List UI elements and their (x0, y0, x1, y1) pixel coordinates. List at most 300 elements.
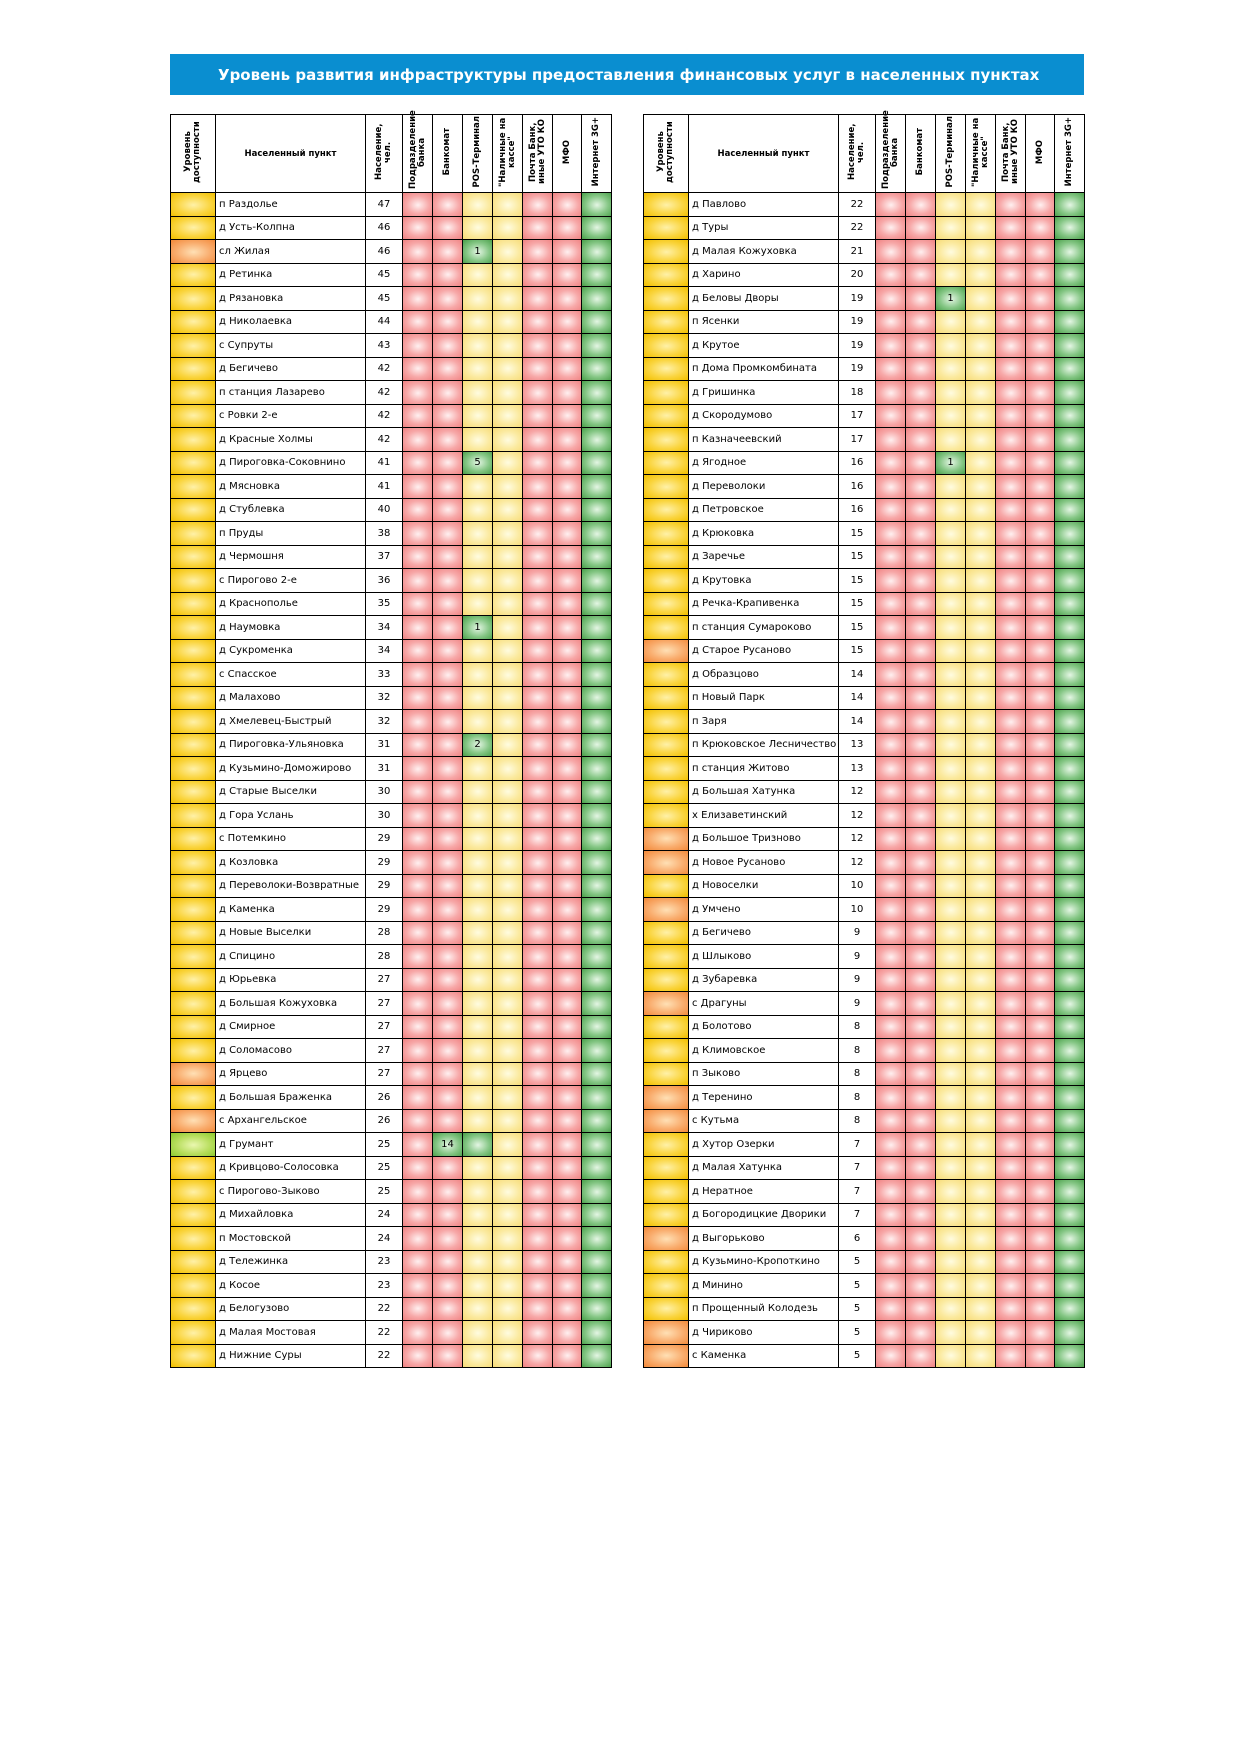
population-cell: 15 (839, 616, 876, 640)
table-row (644, 1297, 1085, 1321)
population-cell: 44 (366, 310, 403, 334)
level-cell (644, 240, 689, 264)
population-cell: 26 (366, 1109, 403, 1133)
mfo-cell (1026, 1250, 1055, 1274)
pos-cell (936, 710, 966, 734)
population-cell: 12 (839, 804, 876, 828)
internet-cell (1055, 710, 1085, 734)
bank-branch-cell (876, 1203, 906, 1227)
table-row (171, 1274, 612, 1298)
bank-branch-cell (403, 240, 433, 264)
mfo-cell (1026, 592, 1055, 616)
cash-cell (966, 381, 996, 405)
post-cell (523, 780, 553, 804)
bank-branch-cell (876, 1344, 906, 1368)
table-row (644, 1015, 1085, 1039)
mfo-cell (1026, 663, 1055, 687)
cash-cell (493, 1344, 523, 1368)
population-cell: 5 (839, 1297, 876, 1321)
internet-cell (582, 569, 612, 593)
post-cell (996, 1133, 1026, 1157)
mfo-cell (1026, 569, 1055, 593)
bank-branch-cell (876, 193, 906, 217)
cash-cell (493, 522, 523, 546)
cash-cell (493, 1227, 523, 1251)
settlement-name: с Кутьма (689, 1109, 839, 1133)
population-cell: 22 (839, 193, 876, 217)
mfo-cell (1026, 451, 1055, 475)
cash-cell (966, 1274, 996, 1298)
population-cell: 24 (366, 1227, 403, 1251)
table-row (644, 921, 1085, 945)
post-cell (996, 1180, 1026, 1204)
bank-branch-cell (876, 498, 906, 522)
pos-cell: 1 (463, 240, 493, 264)
internet-cell (582, 475, 612, 499)
bank-branch-cell (876, 686, 906, 710)
population-cell: 22 (839, 216, 876, 240)
population-cell: 27 (366, 992, 403, 1016)
internet-cell (1055, 639, 1085, 663)
table-row (644, 381, 1085, 405)
settlement-name: д Кривцово-Солосовка (216, 1156, 366, 1180)
population-cell: 25 (366, 1180, 403, 1204)
post-cell (996, 804, 1026, 828)
table-row (171, 310, 612, 334)
level-cell (644, 968, 689, 992)
pos-cell (936, 968, 966, 992)
mfo-cell (553, 921, 582, 945)
internet-cell (582, 804, 612, 828)
settlement-name: д Умчено (689, 898, 839, 922)
bank-branch-cell (876, 968, 906, 992)
table-row (171, 1086, 612, 1110)
mfo-cell (553, 1250, 582, 1274)
mfo-cell (1026, 780, 1055, 804)
table-row (644, 1062, 1085, 1086)
internet-cell (1055, 1039, 1085, 1063)
atm-cell (433, 827, 463, 851)
atm-cell (906, 921, 936, 945)
atm-cell (906, 1156, 936, 1180)
level-cell (644, 616, 689, 640)
bank-branch-cell (876, 992, 906, 1016)
table-row (171, 451, 612, 475)
level-cell (644, 592, 689, 616)
table-row (171, 921, 612, 945)
mfo-cell (553, 1321, 582, 1345)
population-cell: 34 (366, 639, 403, 663)
header-post: Почта Банк, иные УТО КО (523, 115, 553, 193)
post-cell (996, 1250, 1026, 1274)
cash-cell (493, 569, 523, 593)
level-cell (644, 1227, 689, 1251)
level-cell (644, 1062, 689, 1086)
post-cell (523, 992, 553, 1016)
bank-branch-cell (876, 1297, 906, 1321)
table-row (171, 663, 612, 687)
table-row (171, 240, 612, 264)
population-cell: 36 (366, 569, 403, 593)
bank-branch-cell (403, 874, 433, 898)
internet-cell (1055, 1015, 1085, 1039)
atm-cell (906, 710, 936, 734)
post-cell (996, 1297, 1026, 1321)
level-cell (171, 663, 216, 687)
internet-cell (1055, 240, 1085, 264)
internet-cell (582, 874, 612, 898)
population-cell: 45 (366, 287, 403, 311)
atm-cell (433, 663, 463, 687)
bank-branch-cell (403, 1062, 433, 1086)
settlement-name: с Каменка (689, 1344, 839, 1368)
bank-branch-cell (403, 357, 433, 381)
header-level: Уровень доступности (644, 115, 689, 193)
pos-cell (463, 545, 493, 569)
internet-cell (1055, 263, 1085, 287)
mfo-cell (1026, 1062, 1055, 1086)
mfo-cell (553, 1274, 582, 1298)
bank-branch-cell (876, 851, 906, 875)
post-cell (996, 1321, 1026, 1345)
bank-branch-cell (403, 827, 433, 851)
settlement-name: д Белогузово (216, 1297, 366, 1321)
table-row (644, 827, 1085, 851)
table-row (644, 851, 1085, 875)
level-cell (171, 1015, 216, 1039)
table-row (171, 827, 612, 851)
mfo-cell (553, 1109, 582, 1133)
population-cell: 35 (366, 592, 403, 616)
pos-cell (463, 263, 493, 287)
bank-branch-cell (876, 216, 906, 240)
pos-cell (463, 921, 493, 945)
bank-branch-cell (876, 1133, 906, 1157)
table-row (644, 428, 1085, 452)
atm-cell (906, 1250, 936, 1274)
settlement-name: д Богородицкие Дворики (689, 1203, 839, 1227)
mfo-cell (553, 898, 582, 922)
table-row (171, 498, 612, 522)
post-cell (996, 522, 1026, 546)
table-row (171, 639, 612, 663)
atm-cell (433, 428, 463, 452)
settlement-name: д Михайловка (216, 1203, 366, 1227)
pos-cell (463, 1250, 493, 1274)
settlement-name: д Выгорьково (689, 1227, 839, 1251)
level-cell (644, 287, 689, 311)
header-internet: Интернет 3G+ (1055, 115, 1085, 193)
population-cell: 7 (839, 1133, 876, 1157)
post-cell (523, 1156, 553, 1180)
table-row (171, 216, 612, 240)
settlement-name: д Переволоки (689, 475, 839, 499)
population-cell: 15 (839, 639, 876, 663)
atm-cell (433, 1039, 463, 1063)
bank-branch-cell (876, 428, 906, 452)
pos-cell (463, 1344, 493, 1368)
population-cell: 9 (839, 992, 876, 1016)
settlement-name: д Соломасово (216, 1039, 366, 1063)
population-cell: 27 (366, 1062, 403, 1086)
pos-cell (463, 193, 493, 217)
population-cell: 16 (839, 451, 876, 475)
mfo-cell (553, 780, 582, 804)
table-row (171, 1227, 612, 1251)
pos-cell (463, 898, 493, 922)
internet-cell (582, 216, 612, 240)
population-cell: 40 (366, 498, 403, 522)
settlement-name: д Старое Русаново (689, 639, 839, 663)
atm-cell (433, 616, 463, 640)
internet-cell (582, 357, 612, 381)
settlement-name: п Новый Парк (689, 686, 839, 710)
pos-cell (463, 1015, 493, 1039)
table-row (171, 733, 612, 757)
settlement-name: д Гришинка (689, 381, 839, 405)
bank-branch-cell (403, 193, 433, 217)
atm-cell (433, 1274, 463, 1298)
population-cell: 34 (366, 616, 403, 640)
population-cell: 16 (839, 475, 876, 499)
bank-branch-cell (403, 1086, 433, 1110)
settlement-name: д Хмелевец-Быстрый (216, 710, 366, 734)
post-cell (996, 1086, 1026, 1110)
pos-cell (463, 1133, 493, 1157)
atm-cell (906, 498, 936, 522)
atm-cell (906, 1133, 936, 1157)
mfo-cell (1026, 310, 1055, 334)
atm-cell (433, 451, 463, 475)
table-row (644, 287, 1085, 311)
internet-cell (1055, 945, 1085, 969)
pos-cell (936, 545, 966, 569)
settlement-name: д Шлыково (689, 945, 839, 969)
level-cell (644, 639, 689, 663)
population-cell: 12 (839, 851, 876, 875)
atm-cell (433, 310, 463, 334)
settlement-name: д Теренино (689, 1086, 839, 1110)
internet-cell (582, 1015, 612, 1039)
settlement-name: п станция Житово (689, 757, 839, 781)
settlement-name: д Крутовка (689, 569, 839, 593)
post-cell (996, 686, 1026, 710)
header-mfo: МФО (553, 115, 582, 193)
table-row (171, 334, 612, 358)
settlement-name: п Зыково (689, 1062, 839, 1086)
post-cell (523, 451, 553, 475)
bank-branch-cell (876, 945, 906, 969)
mfo-cell (1026, 733, 1055, 757)
mfo-cell (1026, 921, 1055, 945)
population-cell: 25 (366, 1156, 403, 1180)
atm-cell (433, 475, 463, 499)
atm-cell (433, 1015, 463, 1039)
internet-cell (582, 451, 612, 475)
internet-cell (582, 1203, 612, 1227)
internet-cell (582, 639, 612, 663)
table-row (171, 545, 612, 569)
mfo-cell (553, 1133, 582, 1157)
cash-cell (493, 240, 523, 264)
settlement-name: п станция Лазарево (216, 381, 366, 405)
population-cell: 10 (839, 898, 876, 922)
settlement-name: д Смирное (216, 1015, 366, 1039)
table-row (171, 898, 612, 922)
atm-cell (906, 851, 936, 875)
internet-cell (1055, 1274, 1085, 1298)
cash-cell (493, 498, 523, 522)
mfo-cell (553, 1156, 582, 1180)
mfo-cell (1026, 1086, 1055, 1110)
atm-cell (433, 545, 463, 569)
pos-cell (936, 1133, 966, 1157)
post-cell (523, 193, 553, 217)
settlement-name: д Беловы Дворы (689, 287, 839, 311)
table-row (644, 1227, 1085, 1251)
header-cash: "Наличные на кассе" (493, 115, 523, 193)
internet-cell (1055, 404, 1085, 428)
cash-cell (966, 263, 996, 287)
pos-cell (463, 498, 493, 522)
internet-cell (582, 1180, 612, 1204)
population-cell: 33 (366, 663, 403, 687)
bank-branch-cell (876, 404, 906, 428)
bank-branch-cell (403, 263, 433, 287)
internet-cell (1055, 451, 1085, 475)
header-population: Население, чел. (839, 115, 876, 193)
mfo-cell (1026, 475, 1055, 499)
mfo-cell (1026, 357, 1055, 381)
level-cell (171, 428, 216, 452)
table-row (644, 616, 1085, 640)
level-cell (644, 757, 689, 781)
internet-cell (1055, 569, 1085, 593)
cash-cell (966, 1297, 996, 1321)
internet-cell (582, 334, 612, 358)
bank-branch-cell (403, 1203, 433, 1227)
internet-cell (1055, 1297, 1085, 1321)
mfo-cell (553, 287, 582, 311)
post-cell (996, 898, 1026, 922)
post-cell (523, 310, 553, 334)
level-cell (644, 1180, 689, 1204)
mfo-cell (553, 334, 582, 358)
internet-cell (582, 404, 612, 428)
atm-cell (433, 569, 463, 593)
atm-cell (906, 193, 936, 217)
bank-branch-cell (876, 1015, 906, 1039)
table-row (171, 357, 612, 381)
population-cell: 22 (366, 1344, 403, 1368)
atm-cell (906, 1321, 936, 1345)
table-row (171, 1109, 612, 1133)
post-cell (996, 498, 1026, 522)
mfo-cell (1026, 827, 1055, 851)
post-cell (523, 1133, 553, 1157)
cash-cell (493, 592, 523, 616)
mfo-cell (1026, 428, 1055, 452)
atm-cell (433, 1156, 463, 1180)
bank-branch-cell (876, 710, 906, 734)
population-cell: 8 (839, 1015, 876, 1039)
population-cell: 31 (366, 757, 403, 781)
mfo-cell (553, 1086, 582, 1110)
level-cell (171, 1321, 216, 1345)
settlement-name: п Казначеевский (689, 428, 839, 452)
population-cell: 43 (366, 334, 403, 358)
mfo-cell (553, 216, 582, 240)
internet-cell (582, 1227, 612, 1251)
cash-cell (966, 357, 996, 381)
cash-cell (493, 1274, 523, 1298)
internet-cell (1055, 357, 1085, 381)
internet-cell (582, 263, 612, 287)
bank-branch-cell (876, 1039, 906, 1063)
settlement-name: д Пироговка-Ульяновка (216, 733, 366, 757)
table-row (171, 592, 612, 616)
pos-cell (936, 1015, 966, 1039)
cash-cell (966, 1156, 996, 1180)
bank-branch-cell (876, 545, 906, 569)
atm-cell (906, 240, 936, 264)
settlement-name: д Образцово (689, 663, 839, 687)
bank-branch-cell (876, 569, 906, 593)
level-cell (644, 1015, 689, 1039)
pos-cell (463, 710, 493, 734)
level-cell (644, 921, 689, 945)
post-cell (523, 216, 553, 240)
table-row (171, 263, 612, 287)
level-cell (644, 663, 689, 687)
pos-cell (463, 1274, 493, 1298)
level-cell (171, 1062, 216, 1086)
internet-cell (582, 287, 612, 311)
internet-cell (582, 522, 612, 546)
bank-branch-cell (403, 968, 433, 992)
settlement-name: п станция Сумароково (689, 616, 839, 640)
pos-cell (936, 216, 966, 240)
post-cell (996, 921, 1026, 945)
settlement-name: с Спасское (216, 663, 366, 687)
settlement-name: д Пироговка-Соковнино (216, 451, 366, 475)
mfo-cell (553, 545, 582, 569)
mfo-cell (1026, 1180, 1055, 1204)
pos-cell (936, 522, 966, 546)
level-cell (171, 569, 216, 593)
level-cell (171, 710, 216, 734)
table-row (644, 757, 1085, 781)
settlement-name: д Наумовка (216, 616, 366, 640)
post-cell (996, 1203, 1026, 1227)
bank-branch-cell (403, 1156, 433, 1180)
settlement-name: д Харино (689, 263, 839, 287)
cash-cell (966, 968, 996, 992)
settlement-name: д Юрьевка (216, 968, 366, 992)
cash-cell (966, 851, 996, 875)
table-row (171, 287, 612, 311)
cash-cell (493, 263, 523, 287)
atm-cell (433, 780, 463, 804)
mfo-cell (553, 569, 582, 593)
atm-cell (433, 968, 463, 992)
settlement-name: д Чириково (689, 1321, 839, 1345)
population-cell: 27 (366, 1039, 403, 1063)
bank-branch-cell (876, 616, 906, 640)
level-cell (171, 1086, 216, 1110)
pos-cell (463, 757, 493, 781)
post-cell (523, 945, 553, 969)
